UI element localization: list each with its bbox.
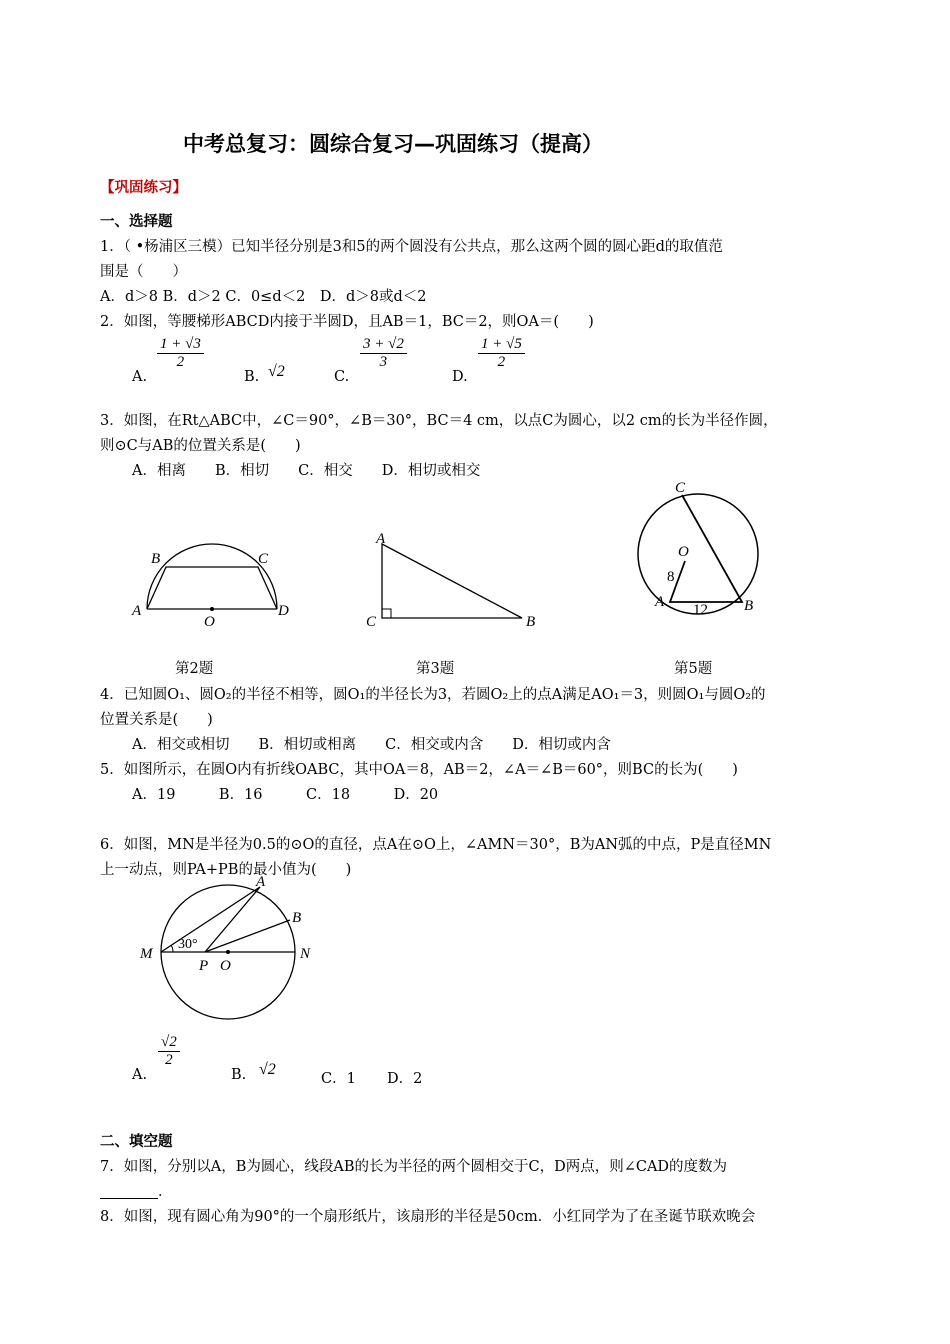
q2-optB-value: √2 [268,363,285,380]
label-angle: 30° [178,937,198,952]
label-B: B [526,614,536,630]
label-B: B [292,910,302,926]
label-A: A [256,874,266,890]
q2-optC-fraction [360,336,407,371]
label-B: B [744,598,754,614]
center-O-dot [226,950,230,954]
q2-optD-label: D. [452,369,468,385]
label-D: D [278,603,289,619]
q6-optB-value: √2 [259,1061,276,1078]
label-N: N [300,946,311,962]
center-O-dot [210,607,214,611]
q2-optA-label: A. [132,369,148,385]
q6-optC: C．1 [321,1071,356,1087]
q6-optD: D．2 [387,1071,423,1087]
figure-3-caption: 第3题 [416,661,455,677]
figure-5-caption: 第5题 [674,661,713,677]
label-len8: 8 [667,569,675,585]
q2-optC-den: 3 [379,354,388,370]
q2-optD-num: 1 + √5 [478,336,525,354]
q6-optB-label: B. [231,1067,247,1083]
q3-line1: 3．如图，在Rt△ABC中，∠C＝90°，∠B＝30°，BC＝4 cm，以点C为圆心，以2 cm的长为半径作圆， [100,413,778,429]
q1-options: A．d＞8 B．d＞2 C．0≤d＜2 D．d＞8或d＜2 [100,289,427,305]
figure-2-caption: 第2题 [175,661,214,677]
q6-optA-den: 2 [165,1052,173,1068]
label-O: O [220,958,231,974]
q8-line1: 8．如图，现有圆心角为90°的一个扇形纸片，该扇形的半径是50cm．小红同学为了在圣诞节联欢晚会 [100,1209,756,1225]
label-C: C [366,614,377,630]
figure-5-diagram [615,474,775,624]
q2-optD-fraction [478,336,525,371]
right-angle-mark [382,609,391,618]
label-A: A [655,594,665,610]
q1-line1: 1．（ •杨浦区三模）已知半径分别是3和5的两个圆没有公共点，那么这两个圆的圆心距d的取值范 [100,239,723,255]
label-A: A [376,531,386,547]
q2-optC-num: 3 + √2 [360,336,407,354]
angle-arc [171,945,173,952]
q4-options: A．相交或相切 B．相切或相离 C．相交或内含 D．相切或内含 [132,737,611,753]
section-heading-choice: 一、选择题 [100,214,173,230]
q1-line2: 围是（ ） [100,264,187,280]
figure-3-diagram [362,528,552,633]
q4-line2: 位置关系是( ) [100,712,213,728]
q4-line1: 4．已知圆O₁、圆O₂的半径不相等，圆O₁的半径长为3，若圆O₂上的点A满足AO₁＝3，则圆O₁与圆O₂的 [100,687,766,703]
q6-line2: 上一动点，则PA+PB的最小值为( ) [100,862,352,878]
q6-optA-num: √2 [158,1034,180,1052]
q3-line2: 则⊙C与AB的位置关系是( ) [100,438,301,454]
label-C: C [258,551,269,567]
label-A: A [132,603,142,619]
q6-line1: 6．如图，MN是半径为0.5的⊙O的直径，点A在⊙O上，∠AMN＝30°，B为AN弧的中点，P是直径MN [100,837,772,853]
q2-optC-label: C. [334,369,350,385]
trapezoid-ABCD [147,567,277,609]
figure-2-diagram [128,535,298,630]
label-C: C [675,480,686,496]
label-M: M [140,946,153,962]
label-len12: 12 [693,602,708,618]
section-heading-fill: 二、填空题 [100,1134,173,1150]
q2-optB-label: B. [244,369,260,385]
q7-line2-wrap [100,1180,173,1201]
q5-options: A．19 B．16 C．18 D．20 [132,787,439,803]
label-O: O [678,544,689,560]
q6-optA-fraction [158,1034,180,1069]
q5-text: 5．如图所示，在圆O内有折线OABC，其中OA＝8，AB＝2，∠A＝∠B＝60°，则BC的长为( ) [100,762,738,778]
q2-text: 2．如图，等腰梯形ABCD内接于半圆D，且AB＝1，BC＝2，则OA＝( ) [100,314,594,330]
q2-optA-fraction [157,336,204,371]
q7-answer-blank[interactable] [100,1184,158,1199]
q7-line2: ． [158,1184,173,1200]
q2-optD-den: 2 [497,354,506,370]
q2-optA-num: 1 + √3 [157,336,204,354]
page-title: 中考总复习：圆综合复习—巩固练习（提高） [183,132,603,156]
section-tag: 【巩固练习】 [100,180,187,196]
label-O: O [204,614,215,630]
chord-MA [161,887,260,952]
figure-6-diagram [132,872,332,1022]
q6-optA-label: A. [132,1067,148,1083]
triangle-ABC [382,544,522,618]
label-B: B [151,551,161,567]
label-P: P [199,958,209,974]
q7-line1: 7．如图，分别以A，B为圆心，线段AB的长为半径的两个圆相交于C，D两点，则∠CAD的度数为 [100,1159,728,1175]
q2-optA-den: 2 [176,354,185,370]
q3-options: A．相离 B．相切 C．相交 D．相切或相交 [132,463,481,479]
